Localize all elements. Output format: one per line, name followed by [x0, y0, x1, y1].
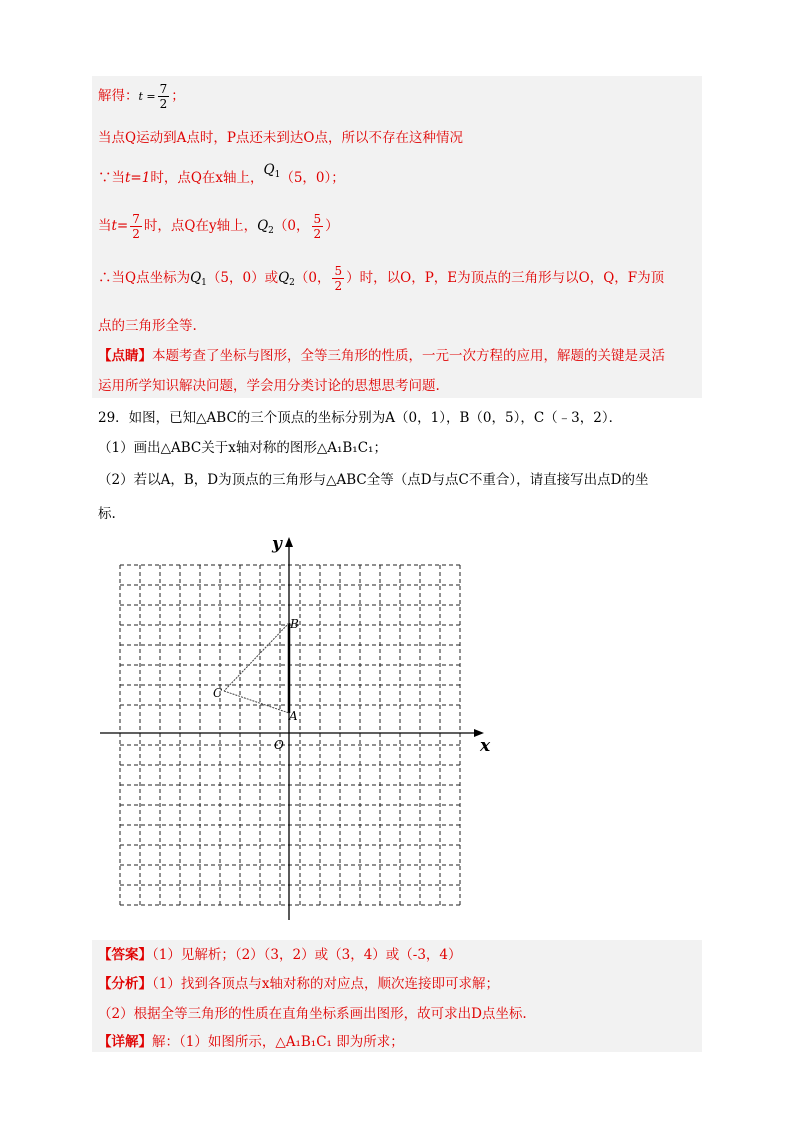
problem-part-2-line-1: （2）若以A，B，D为顶点的三角形与△ABC全等（点D与点C不重合），请直接写出点D的坐: [98, 472, 649, 488]
solution-line-4: 当t= $\frac{7}{2}$ 时，点Q在y轴上，$Q_2(0$， $\frac{5}{2}$ ）: [98, 212, 339, 241]
solution-line-1: 解得：t = $\frac{7}{2}$ ；: [98, 82, 185, 111]
origin-label: O: [274, 738, 284, 752]
solution-line-2: 当点Q运动到A点时，P点还未到达O点，所以不存在这种情况: [98, 130, 463, 146]
solution-line-3: ∵当t=1时，点Q在x轴上，$Q_1(5$，0）；: [98, 162, 345, 186]
answer-line: 【答案】（1）见解析；（2）（3，2）或（3，4）或（-3，4）: [98, 947, 462, 963]
problem-part-1: （1）画出△ABC关于x轴对称的图形△A₁B₁C₁；: [98, 440, 387, 456]
coordinate-figure: [100, 525, 500, 925]
dashed-grid: [120, 565, 460, 905]
dianjing-line-2: 运用所学知识解决问题，学会用分类讨论的思想思考问题.: [98, 378, 440, 394]
segment-ca: [224, 691, 289, 713]
answer-label: 【答案】: [98, 947, 152, 963]
point-c-label: C: [213, 686, 223, 700]
detail-label: 【详解】: [98, 1034, 152, 1050]
segment-bc: [224, 623, 289, 691]
point-a-label: A: [289, 709, 298, 723]
dianjing-line-1: 【点睛】本题考查了坐标与图形，全等三角形的性质，一元一次方程的应用，解题的关键是灵活: [98, 348, 665, 364]
analysis-label: 【分析】: [98, 976, 152, 992]
solution-line-6: 点的三角形全等.: [98, 318, 197, 334]
y-axis-label: y: [272, 534, 282, 554]
detail-line: 【详解】解：（1）如图所示，△A₁B₁C₁ 即为所求；: [98, 1034, 404, 1050]
solution-line-5: ∴当Q点坐标为$Q_1(5$，0）或$Q_2(0$， $\frac{5}{2}$ ）时，以O，P，E为顶点的三角形与以O，Q，F为顶: [98, 264, 665, 293]
analysis-line-1: 【分析】（1）找到各顶点与x轴对称的对应点，顺次连接即可求解；: [98, 976, 499, 992]
dianjing-label: 【点睛】: [98, 348, 152, 364]
problem-stem: 29．如图，已知△ABC的三个顶点的坐标分别为A（0，1），B（0，5），C（﹣3，2）．: [98, 410, 623, 426]
x-axis-label: x: [480, 736, 491, 756]
point-b-label: B: [290, 617, 299, 631]
y-axis-arrow: [285, 537, 293, 547]
analysis-line-2: （2）根据全等三角形的性质在直角坐标系画出图形，故可求出D点坐标.: [98, 1006, 527, 1022]
problem-part-2-line-2: 标.: [98, 506, 116, 522]
fraction-7-2: $\frac{7}{2}$: [159, 82, 168, 111]
